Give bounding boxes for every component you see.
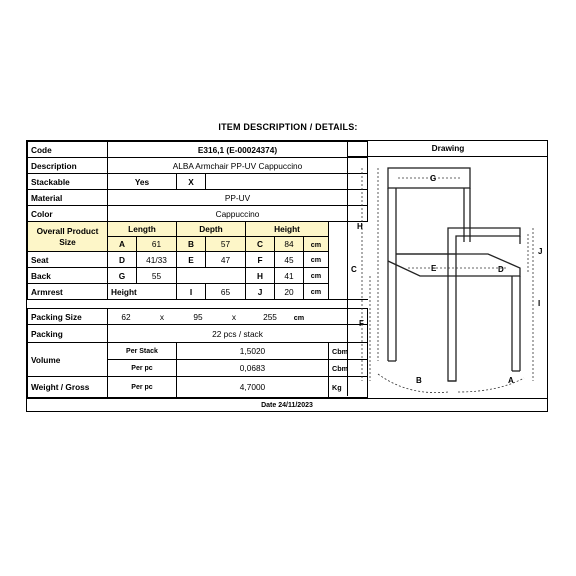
overall-label-line2: Size — [59, 236, 76, 247]
backrest-panel — [388, 168, 470, 188]
dim-c-key: C — [246, 237, 275, 252]
depth-header: Depth — [177, 222, 246, 237]
stackable-blank — [206, 174, 368, 190]
row-color — [28, 206, 368, 222]
row-description — [28, 158, 368, 174]
row-armrest — [28, 284, 368, 300]
dim-d-key: D — [108, 252, 137, 268]
color-label: Color — [28, 206, 108, 222]
label-a: A — [508, 376, 514, 385]
packing-size-v2: 95 — [193, 311, 203, 322]
volume-per-pc-value: 0,0683 — [177, 360, 329, 377]
packing-size-values — [108, 309, 368, 325]
row-back — [28, 268, 368, 284]
dim-e-key: E — [177, 252, 206, 268]
label-f: F — [359, 319, 364, 328]
dim-f-value: 45 — [275, 252, 304, 268]
row-packing-size — [28, 309, 368, 325]
armrest-height-label: Height — [108, 284, 177, 300]
dim-d-value: 41/33 — [137, 252, 177, 268]
label-h: H — [357, 222, 363, 231]
row-code — [28, 142, 368, 158]
label-j: J — [538, 247, 543, 256]
drawing-panel — [347, 156, 548, 396]
dim-a-key: A — [108, 237, 137, 252]
dim-f-key: F — [246, 252, 275, 268]
packing-size-v3: 255 — [263, 311, 277, 322]
stackable-mark: X — [177, 174, 206, 190]
weight-label: Weight / Gross — [28, 377, 108, 398]
row-volume-stack — [28, 343, 368, 360]
seat-unit: cm — [304, 252, 329, 268]
dim-b-key: B — [177, 237, 206, 252]
packing-label: Packing — [28, 325, 108, 343]
overall-unit: cm — [304, 237, 329, 252]
spec-table — [27, 141, 368, 398]
packing-size-unit: cm — [293, 312, 305, 322]
dim-j-value: 20 — [275, 284, 304, 300]
back-blank — [177, 268, 246, 284]
volume-per-stack-value: 1,5020 — [177, 343, 329, 360]
material-label: Material — [28, 190, 108, 206]
row-weight — [28, 377, 368, 398]
volume-per-stack-label: Per Stack — [108, 343, 177, 360]
volume-label: Volume — [28, 343, 108, 377]
volume-stack-unit: Cbm — [329, 343, 368, 360]
spec-sheet — [26, 140, 548, 412]
drawing-header: Drawing — [347, 141, 548, 157]
row-seat — [28, 252, 368, 268]
description-label: Description — [28, 158, 108, 174]
dim-h-key: H — [246, 268, 275, 284]
packing-size-x1: x — [159, 311, 165, 322]
overall-label — [28, 222, 108, 252]
dim-line-b — [378, 374, 448, 393]
dim-a-value: 61 — [137, 237, 177, 252]
dim-j-key: J — [246, 284, 275, 300]
dim-b-value: 57 — [206, 237, 246, 252]
weight-unit: Kg — [329, 377, 368, 398]
row-overall-head — [28, 222, 368, 237]
label-i: I — [538, 299, 541, 308]
material-value: PP-UV — [108, 190, 368, 206]
row-packing — [28, 325, 368, 343]
height-header: Height — [246, 222, 329, 237]
packing-size-label: Packing Size — [28, 309, 108, 325]
footer-date: Date 24/11/2023 — [27, 398, 547, 412]
volume-pc-unit: Cbm — [329, 360, 368, 377]
armrest-label: Armrest — [28, 284, 108, 300]
dim-h-value: 41 — [275, 268, 304, 284]
label-d: D — [498, 265, 504, 274]
dim-i-key: I — [177, 284, 206, 300]
stackable-label: Stackable — [28, 174, 108, 190]
row-material — [28, 190, 368, 206]
code-value: E316,1 (E-00024374) — [108, 142, 368, 158]
armrest-unit: cm — [304, 284, 329, 300]
seat-label: Seat — [28, 252, 108, 268]
packing-size-x2: x — [231, 311, 237, 322]
volume-per-pc-label: Per pc — [108, 360, 177, 377]
label-g: G — [430, 174, 437, 183]
dim-c-value: 84 — [275, 237, 304, 252]
weight-value: 4,7000 — [177, 377, 329, 398]
packing-size-v1: 62 — [121, 311, 131, 322]
weight-per-pc-label: Per pc — [108, 377, 177, 398]
back-label: Back — [28, 268, 108, 284]
dim-g-value: 55 — [137, 268, 177, 284]
back-unit: cm — [304, 268, 329, 284]
gap-row — [28, 300, 368, 309]
dim-line-a — [458, 378, 524, 392]
description-value: ALBA Armchair PP-UV Cappuccino — [108, 158, 368, 174]
chair-drawing — [348, 156, 548, 396]
armrest-frame — [448, 228, 520, 381]
label-b: B — [416, 376, 422, 385]
row-gap — [28, 300, 368, 309]
stackable-yes: Yes — [108, 174, 177, 190]
overall-label-line1: Overall Product — [36, 225, 99, 236]
document-title: ITEM DESCRIPTION / DETAILS: — [218, 122, 358, 132]
label-c: C — [351, 265, 357, 274]
dim-e-value: 47 — [206, 252, 246, 268]
color-value: Cappuccino — [108, 206, 368, 222]
packing-value: 22 pcs / stack — [108, 325, 368, 343]
row-stackable — [28, 174, 368, 190]
dim-g-key: G — [108, 268, 137, 284]
label-e: E — [431, 264, 437, 273]
dim-i-value: 65 — [206, 284, 246, 300]
code-label: Code — [28, 142, 108, 158]
length-header: Length — [108, 222, 177, 237]
